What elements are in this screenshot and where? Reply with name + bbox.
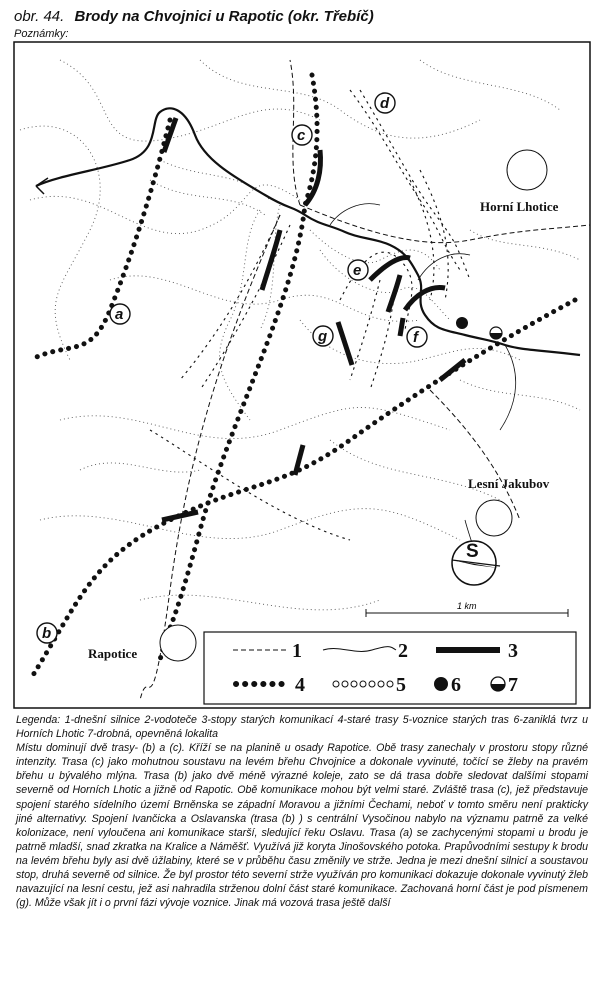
figure-title-text: Brody na Chvojnici u Rapotic (okr. Třebíč) xyxy=(74,8,374,25)
compass-letter: S xyxy=(466,541,479,562)
label-horni-lhotice: Horní Lhotice xyxy=(480,199,559,214)
legend-6: 6 xyxy=(451,674,461,696)
route-letter-f: f xyxy=(413,329,418,346)
fortified-site xyxy=(490,327,502,339)
notes-paragraph: Místu dominují dvě trasy- (b) a (c). Kříží se na planině u osady Rapotice. Obě trasy zanechaly v prostoru stopy různé intenzity. Trasa (c) jako mohutnou soustavu na levém břehu Chvojnice a dokonale vyvinuté, točící se žleby na pravém břehu u bývalého mlýna. Trasa (b) jako dvě méně výrazné koleje, zato se dá trasa dobře sledovat dalšími stopami severně od Horních Lhotic a jižně od Rapotic. Obě komunikace mohou být velmi staré. Zvláště trasa (c), jež představuje spojení starého sídelního území Brněnska se západní Moravou a jižními Čechami, neboť v tomto směru není prakticky jiné alternativy. Spojení Ivančicka a Oslavanska (trasa (b) ) s centrální Vysočinou nabylo na významu patrně za velké kolonizace, není vyloučena ani komunikace starší, sledující řeku Oslavu. Trasa (a) se zachycenými stopami u brodu je patrně mladší, snad zkratka na Kralice a Náměšť. Využívá již koryta Jinošovského potoka. Prapůvodními sestupy k brodu na levém břehu byly asi dvě úžlabiny, které se v průběhu času změnily ve strže. Jedna je mezi dnešní silnicí a soustavou stop, druhá severně od silnice. Že byl prostor této severní strže využíván pro komunikaci dokazuje dokonale vyvinutý žleb navazující na lesní cestu, jež asi nahradila strženou dolní část staré komunikace. Zachovaná horní část je pod písmenem (g). Může však jít i o první fázi vývoje voznice. Jinak má vozová trasa ještě další xyxy=(16,742,588,910)
route-letter-b: b xyxy=(42,625,52,642)
figure-title xyxy=(14,8,374,25)
legend-caption: Legenda: 1-dnešní silnice 2-vodoteče 3-stopy starých komunikací 4-staré trasy 5-voznice starých tras 6-zaniklá tvrz u Horních Lhotic 7-drobná, opevněná lokalita xyxy=(16,714,588,741)
legend-3: 3 xyxy=(508,640,518,662)
route-letter-a: a xyxy=(115,306,124,323)
scale-bar xyxy=(366,601,568,617)
label-lesni-jakubov: Lesní Jakubov xyxy=(468,476,550,491)
fortress-site xyxy=(456,317,468,329)
caption-text xyxy=(16,713,588,910)
notes-heading: Poznámky: xyxy=(14,28,69,40)
route-letter-g: g xyxy=(318,328,328,345)
legend-2: 2 xyxy=(398,640,408,662)
scale-label: 1 km xyxy=(457,601,477,611)
horni-lhotice-circle xyxy=(507,150,547,190)
legend-5: 5 xyxy=(396,674,406,696)
compass-icon xyxy=(452,541,500,585)
route-letter-d: d xyxy=(380,95,390,112)
lesni-jakubov-circle xyxy=(476,500,512,536)
legend-7: 7 xyxy=(508,674,518,696)
legend-1: 1 xyxy=(292,640,302,662)
legend xyxy=(204,632,576,704)
label-rapotice: Rapotice xyxy=(88,646,138,661)
route-letter-e: e xyxy=(353,262,362,279)
map xyxy=(0,40,603,710)
legend-4: 4 xyxy=(295,674,305,696)
figure-number: obr. 44. xyxy=(14,8,65,25)
rapotice-circle xyxy=(160,625,196,661)
route-a xyxy=(30,120,170,360)
hollow-ways xyxy=(150,90,470,540)
route-letter-c: c xyxy=(297,127,306,144)
